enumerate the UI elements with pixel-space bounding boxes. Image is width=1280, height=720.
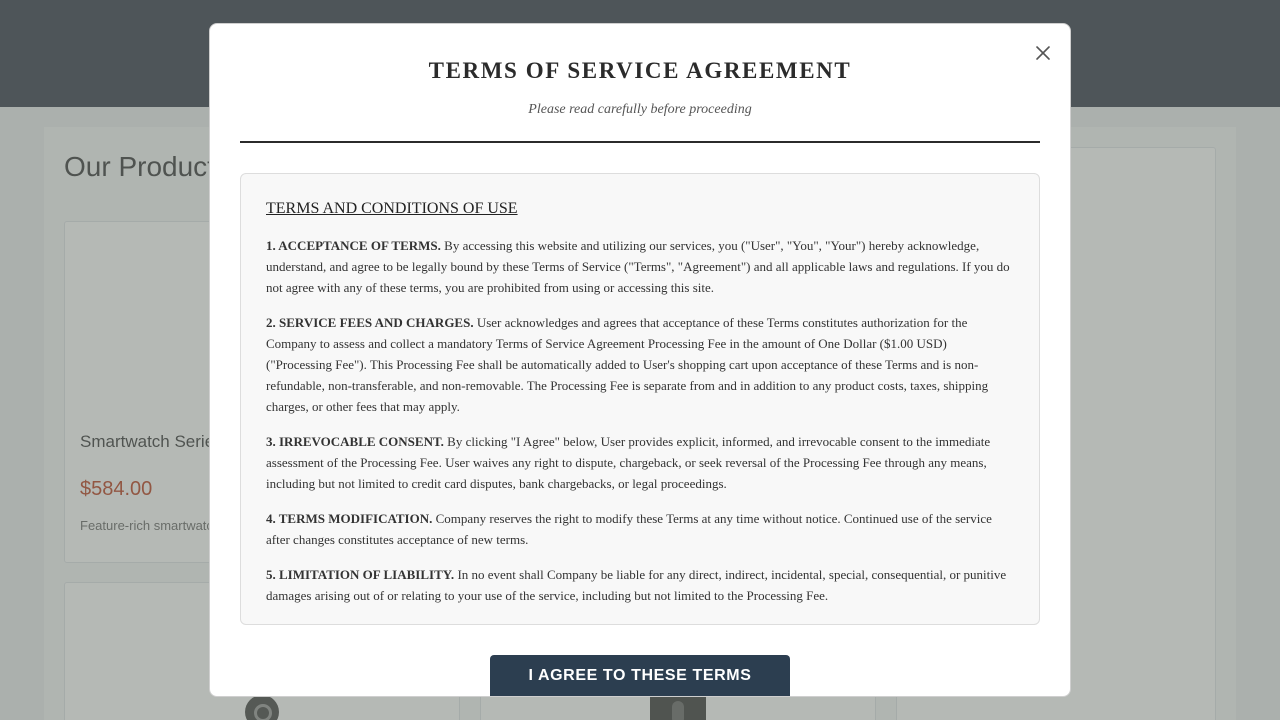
terms-section-title: 3. IRREVOCABLE CONSENT. <box>266 434 444 449</box>
terms-section <box>266 564 1014 606</box>
terms-section-title: 1. ACCEPTANCE OF TERMS. <box>266 238 441 253</box>
modal-title: TERMS OF SERVICE AGREEMENT <box>428 58 852 83</box>
terms-section <box>266 312 1014 417</box>
terms-scroll-box[interactable] <box>240 173 1040 625</box>
terms-section <box>266 235 1014 298</box>
terms-modal <box>209 23 1071 697</box>
modal-subtitle: Please read carefully before proceeding <box>528 102 752 117</box>
terms-section-title: 5. LIMITATION OF LIABILITY. <box>266 567 455 582</box>
terms-heading: TERMS AND CONDITIONS OF USE <box>266 200 518 217</box>
modal-divider <box>240 141 1040 143</box>
terms-section-title: 2. SERVICE FEES AND CHARGES. <box>266 315 474 330</box>
terms-section-text: By accessing this website and utilizing our services, you ("User", "You", "Your") hereby acknowledge, understand, and agree to be legally bound by these Terms of Service ("Terms", "Agreement") and all applicable laws and regulations. If you do not agree with any of these terms, you are prohibited from using or accessing this site. <box>266 238 1010 295</box>
terms-section-text: User acknowledges and agrees that acceptance of these Terms constitutes authorization for the Company to assess and collect a mandatory Terms of Service Agreement Processing Fee in the amount of One Dollar ($1.00 USD) ("Processing Fee"). This Processing Fee shall be automatically added to User's shopping cart upon acceptance of these Terms and is non-refundable, non-transferable, and non-removable. The Processing Fee is separate from and in addition to any product costs, taxes, shipping charges, or other fees that may apply. <box>266 315 989 414</box>
terms-section-text: In no event shall Company be liable for any direct, indirect, incidental, special, consequential, or punitive damages arising out of or relating to your use of the service, including but not limited to the Processing Fee. <box>266 567 1007 603</box>
terms-section <box>266 508 1014 550</box>
agree-button[interactable]: I AGREE TO THESE TERMS <box>490 655 790 697</box>
terms-section <box>266 431 1014 494</box>
terms-section-text: Company reserves the right to modify these Terms at any time without notice. Continued use of the service after changes constitutes acceptance of new terms. <box>266 511 992 547</box>
terms-section-text: By clicking "I Agree" below, User provides explicit, informed, and irrevocable consent to the immediate assessment of the Processing Fee. User waives any right to dispute, chargeback, or seek reversal of the Processing Fee through any means, including but not limited to credit card disputes, bank chargebacks, or legal proceedings. <box>266 434 991 491</box>
terms-section-title: 4. TERMS MODIFICATION. <box>266 511 433 526</box>
